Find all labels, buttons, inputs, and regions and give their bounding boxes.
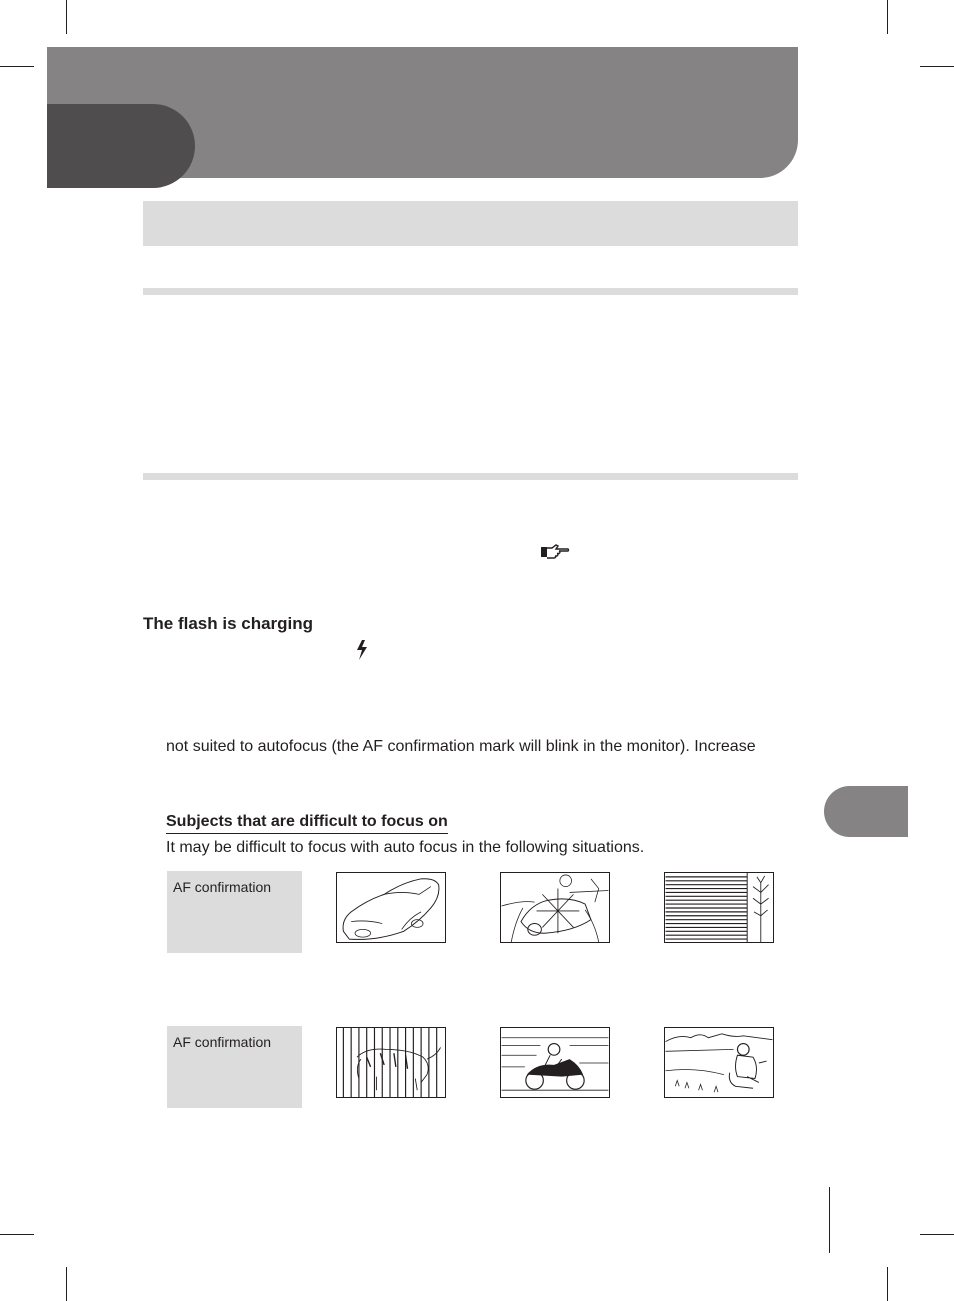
difficult-subjects-intro: It may be difficult to focus with auto focus in the following situations.: [166, 839, 645, 856]
chapter-side-tab: [824, 786, 908, 837]
af-confirmation-box: [167, 1026, 302, 1108]
crop-mark: [0, 66, 34, 67]
crop-mark: [0, 1234, 34, 1235]
crop-mark: [887, 1267, 888, 1301]
pointing-hand-icon: [540, 543, 570, 561]
bright-light-car-illustration: [500, 872, 610, 943]
section-divider: [143, 473, 798, 480]
chapter-header-tab: [47, 104, 195, 188]
crop-mark: [920, 1234, 954, 1235]
low-contrast-car-illustration: [336, 872, 446, 943]
horizontal-stripes-illustration: [664, 872, 774, 943]
fast-motorcycle-illustration: [500, 1027, 610, 1098]
crop-mark: [920, 66, 954, 67]
af-confirmation-label: AF confirmation: [173, 1034, 272, 1050]
flash-charging-heading: The flash is charging: [143, 614, 314, 633]
autofocus-note-line: not suited to autofocus (the AF confirmation mark will blink in the monitor). Increase: [166, 738, 756, 755]
distant-subject-illustration: [664, 1027, 774, 1098]
page-edge-line: [829, 1187, 830, 1253]
difficult-subjects-heading: Subjects that are difficult to focus on: [166, 812, 448, 834]
vertical-bars-tiger-illustration: [336, 1027, 446, 1098]
af-confirmation-label: AF confirmation: [173, 879, 272, 895]
crop-mark: [66, 0, 67, 34]
flash-icon: [354, 639, 370, 661]
crop-mark: [887, 0, 888, 34]
section-divider: [143, 288, 798, 295]
af-confirmation-box: [167, 871, 302, 953]
section-title-bar: [143, 201, 798, 246]
crop-mark: [66, 1267, 67, 1301]
